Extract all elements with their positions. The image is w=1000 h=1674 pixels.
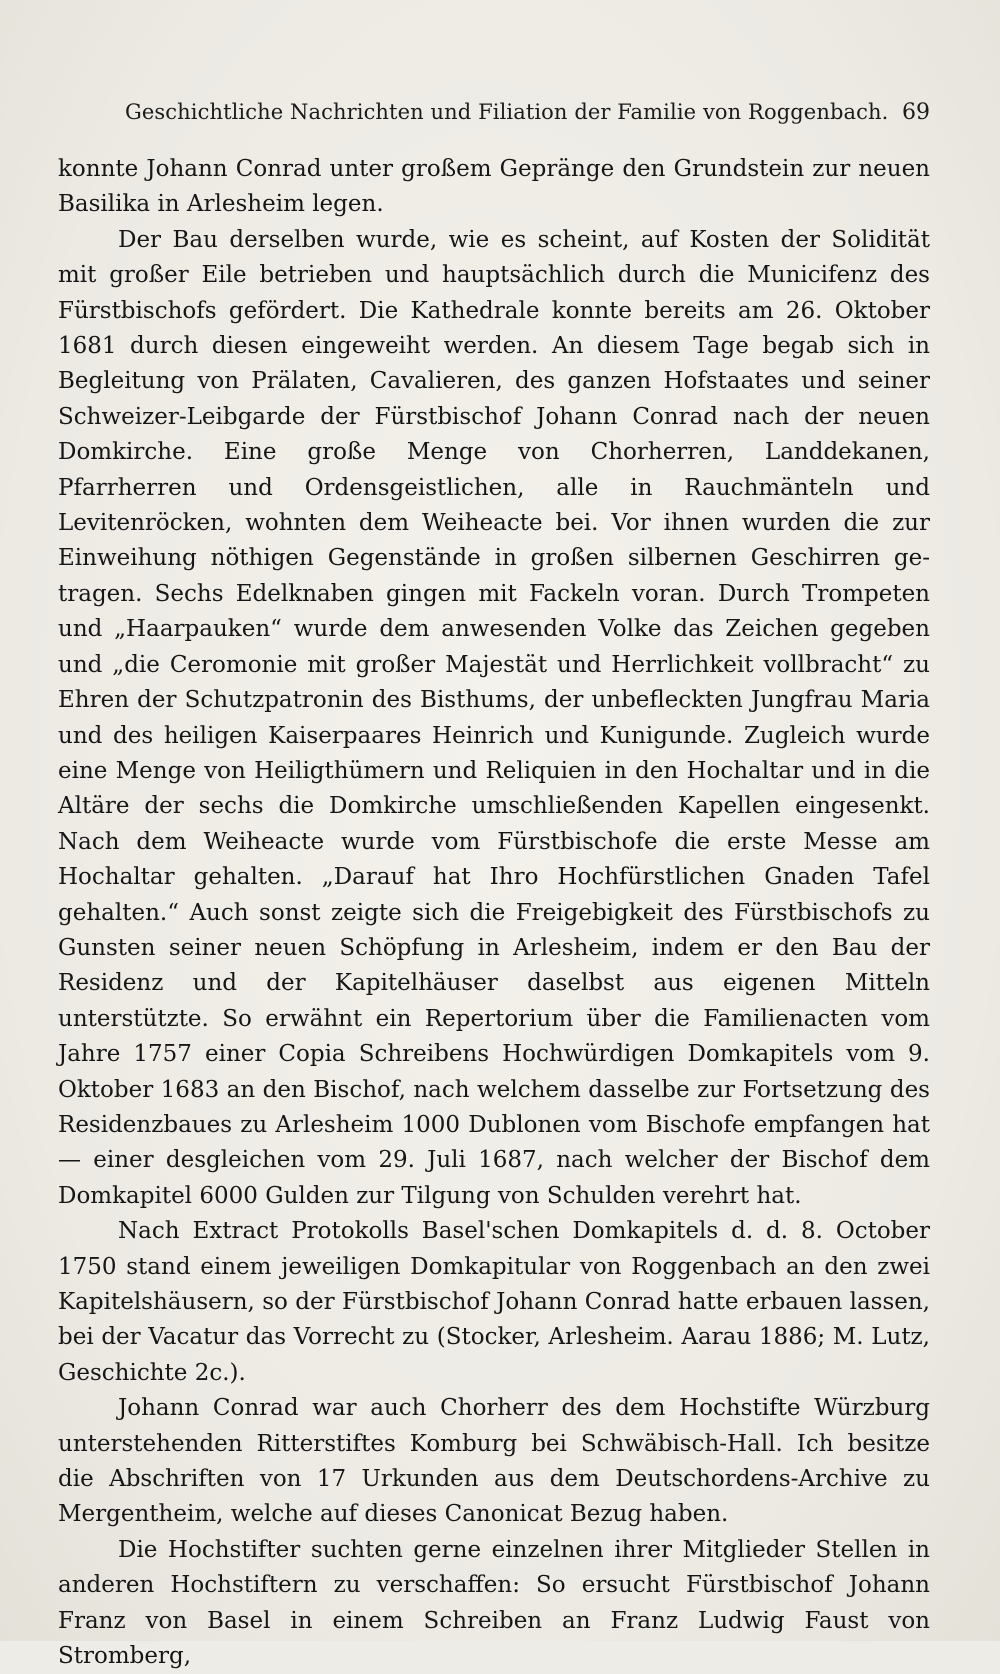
paragraph-2: Der Bau derselben wurde, wie es scheint, auf Kosten der Solidität mit großer Eile betrieben und hauptsächlich durch die Municifenz des Fürstbischofs gefördert. Die Kathedrale konnte bereits am 26. Oktober 1681 durch diesen eingeweiht werden. An diesem Tage begab sich in Begleitung von Prälaten, Cavalieren, des ganzen Hofstaates und seiner Schweizer-Leibgarde der Fürstbischof Johann Conrad nach der neuen Domkirche. Eine große Menge von Chorherren, Landdekanen, Pfarrherren und Ordensgeistlichen, alle in Rauchmänteln und Levitenröcken, wohnten dem Weiheacte bei. Vor ihnen wurden die zur Einweihung nöthigen Gegenstände in großen silbernen Geschirren getragen. Sechs Edelknaben gingen mit Fackeln voran. Durch Trompeten und „Haarpauken“ wurde dem anwesenden Volke das Zeichen gegeben und „die Ceromonie mit großer Majestät und Herrlichkeit vollbracht“ zu Ehren der Schutzpatronin des Bisthums, der unbefleckten Jungfrau Maria und des heiligen Kaiserpaares Heinrich und Kunigunde. Zugleich wurde eine Menge von Heiligthümern und Reliquien in den Hochaltar und in die Altäre der sechs die Domkirche umschließenden Kapellen eingesenkt. Nach dem Weiheacte wurde vom Fürstbischofe die erste Messe am Hochaltar gehalten. „Darauf hat Ihro Hochfürstlichen Gnaden Tafel gehalten.“ Auch sonst zeigte sich die Freigebigkeit des Fürstbischofs zu Gunsten seiner neuen Schöpfung in Arlesheim, indem er den Bau der Residenz und der Kapitelhäuser daselbst aus eigenen Mitteln unterstützte. So erwähnt ein Repertorium über die Familienacten vom Jahre 1757 einer Copia Schreibens Hochwürdigen Domkapitels vom 9. Oktober 1683 an den Bischof, nach welchem dasselbe zur Fortsetzung des Residenzbaues zu Arlesheim 1000 Dublonen vom Bischofe empfangen hat — einer desgleichen vom 29. Juli 1687, nach welcher der Bischof dem Domkapitel 6000 Gulden zur Tilgung von Schulden verehrt hat. bbox=[58, 226, 930, 1209]
running-title: Geschichtliche Nachrichten und Filiation der Familie von Roggenbach. bbox=[125, 100, 889, 124]
paragraph-5: Die Hochstifter suchten gerne einzelnen ihrer Mitglieder Stellen in anderen Hochstiftern zu verschaffen: So ersucht Fürstbischof Johann Franz von Basel in einem Schreiben an Franz Ludwig Faust von Stromberg, bbox=[58, 1536, 930, 1670]
running-header bbox=[125, 100, 930, 136]
paragraph-4: Johann Conrad war auch Chorherr des dem Hochstifte Würzburg unterstehenden Ritterstiftes Komburg bei Schwäbisch-Hall. Ich besitze die Abschriften von 17 Urkunden aus dem Deutschordens-Archive zu Mergentheim, welche auf dieses Canonicat Bezug haben. bbox=[58, 1395, 930, 1528]
page-number: 69 bbox=[902, 100, 930, 125]
paragraph-3: Nach Extract Protokolls Basel'schen Domkapitels d. d. 8. October 1750 stand einem jeweiligen Domkapitular von Roggenbach an den zwei Kapitelshäusern, so der Fürstbischof Johann Conrad hatte erbauen lassen, bei der Vacatur das Vorrecht zu (Stocker, Arlesheim. Aarau 1886; M. Lutz, Geschichte 2c.). bbox=[58, 1218, 930, 1386]
body-text bbox=[58, 152, 930, 1674]
paragraph-1: konnte Johann Conrad unter großem Gepränge den Grundstein zur neuen Basilika in Arlesheim legen. bbox=[58, 156, 930, 218]
